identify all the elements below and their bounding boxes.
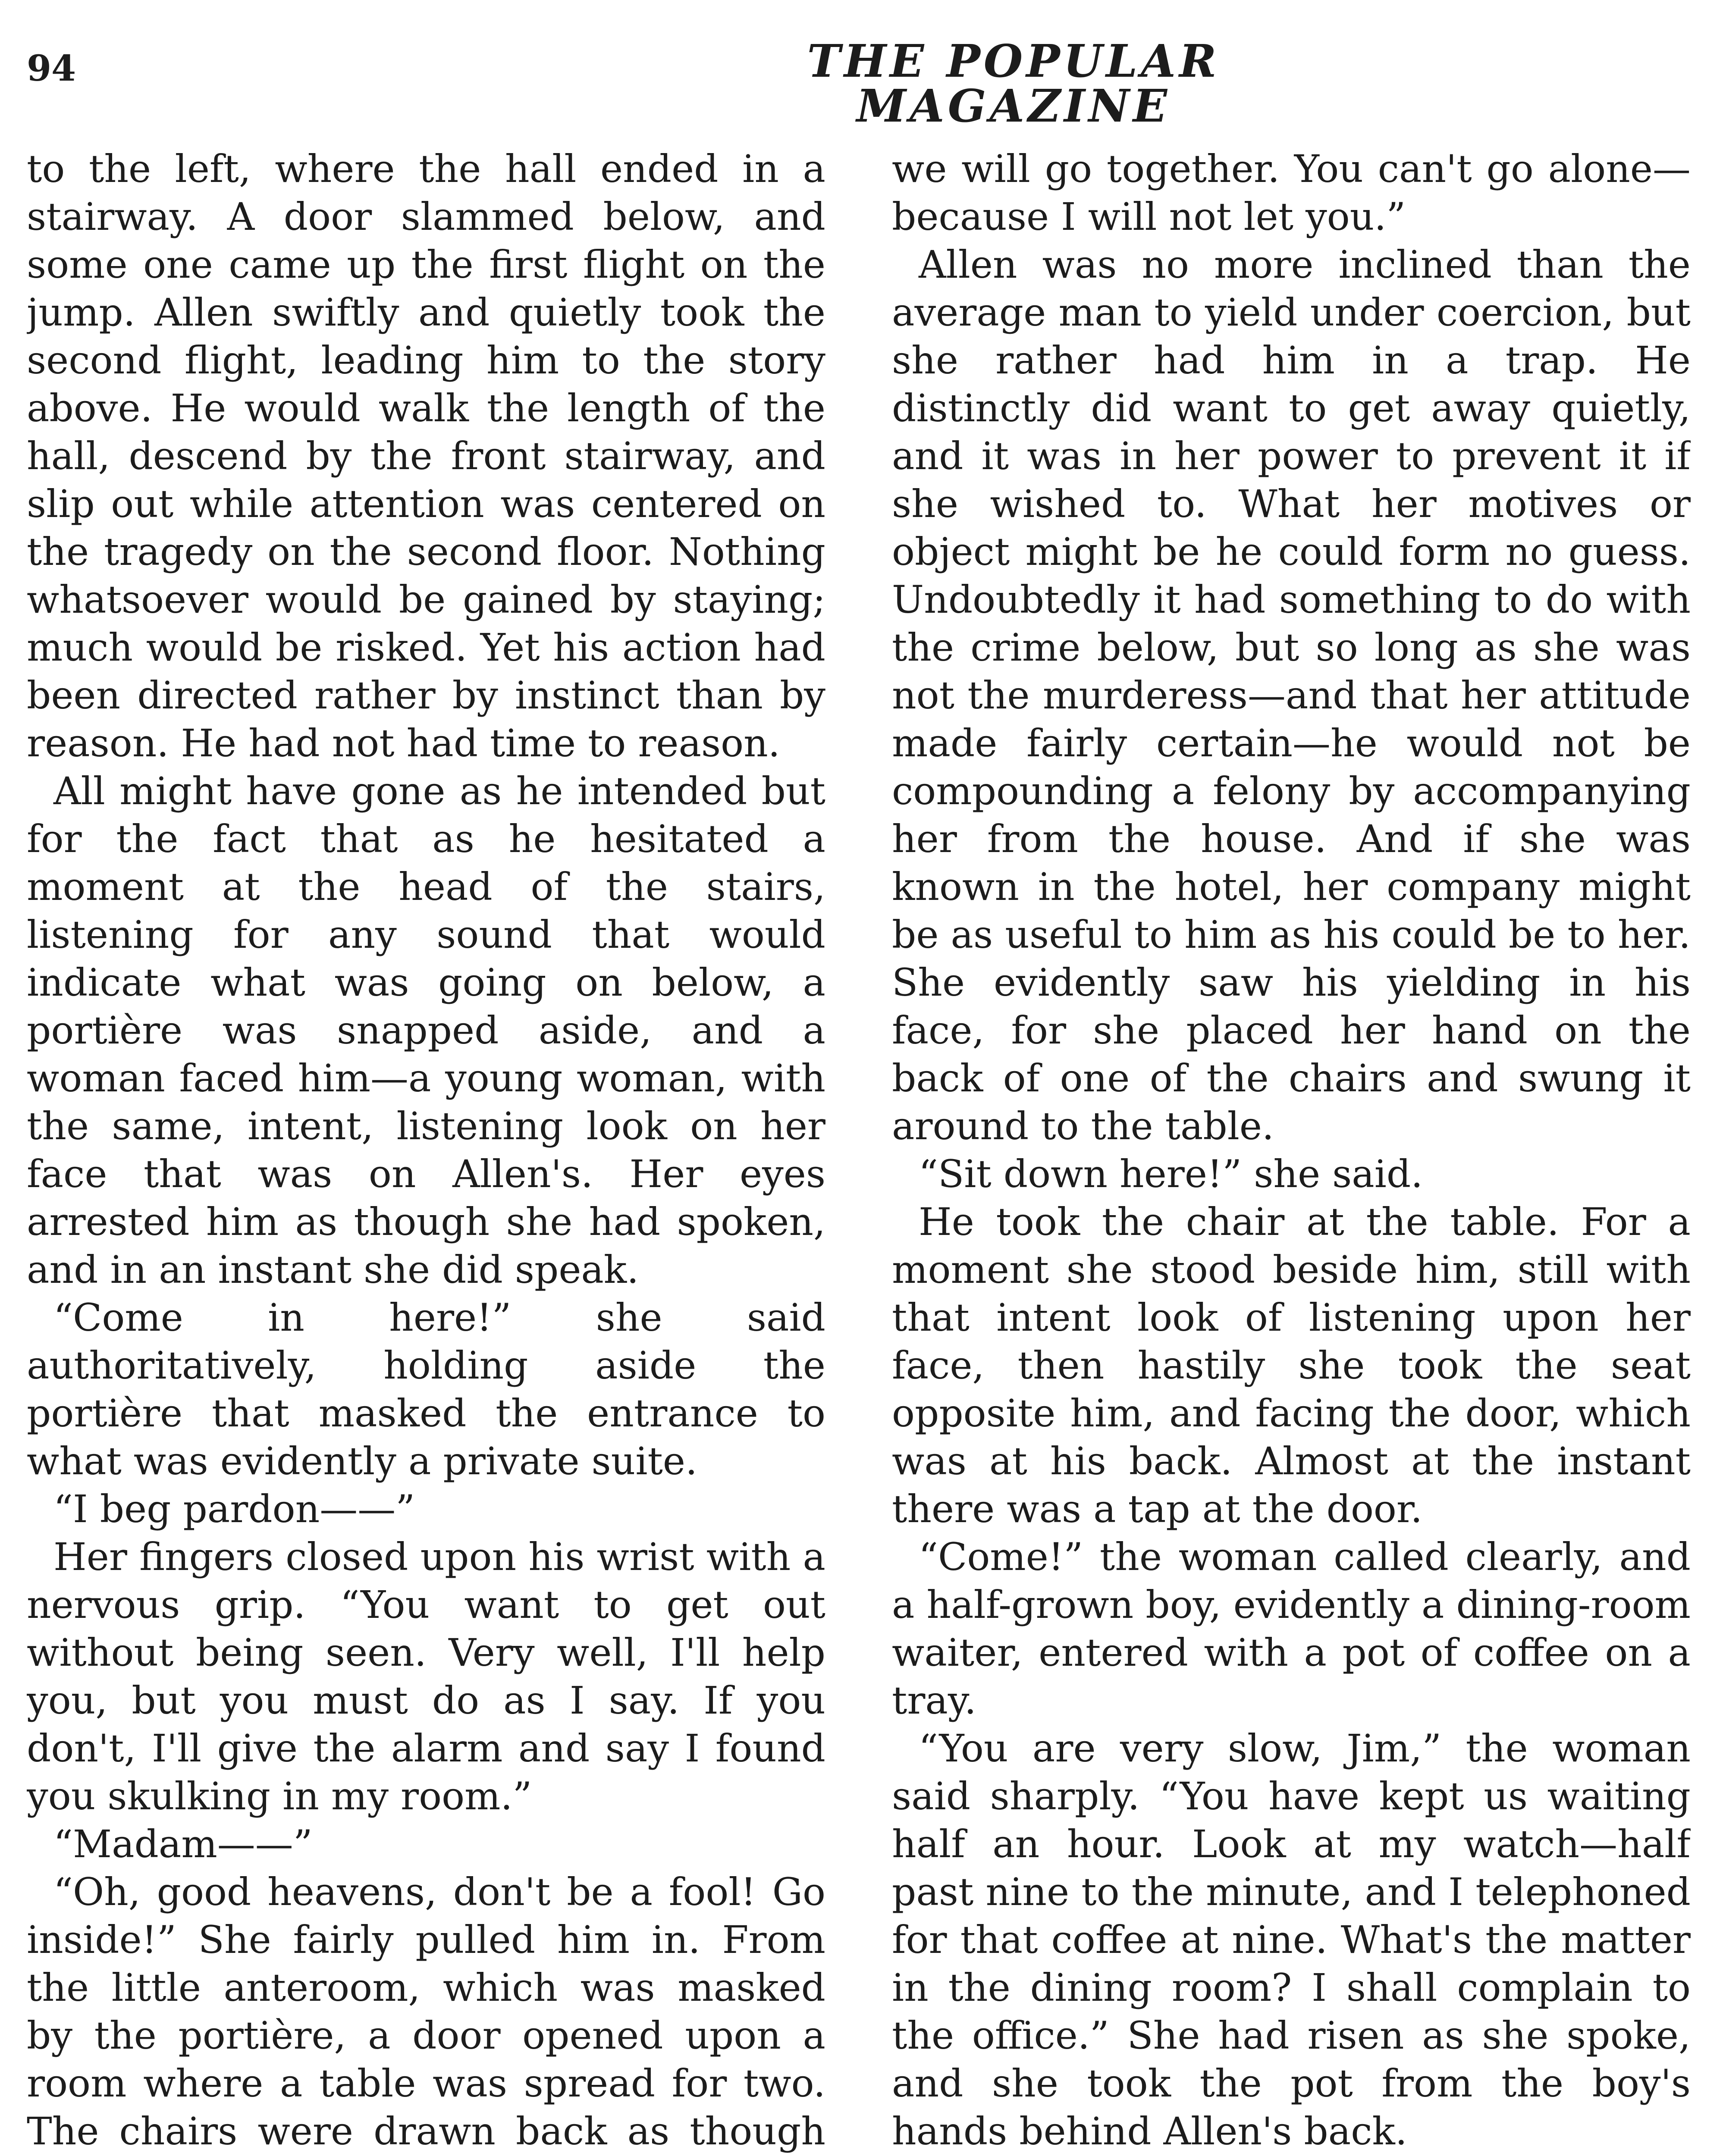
paragraph: “Come!” the woman called clearly, and a half-grown boy, evidently a dining-room waiter, entered with a pot of coffee on a tray. (892, 1535, 1691, 1723)
magazine-title: THE POPULAR MAGAZINE (807, 34, 1220, 132)
paragraph: “Madam——” (53, 1822, 313, 1866)
paragraph: He took the chair at the table. For a moment she stood beside him, still with that intent look of listening upon her face, then hastily she took the seat opposite him, and facing the door, which was at his back. Almost at the instant there was a tap at the door. (892, 1200, 1691, 1531)
paragraph: we will go together. You can't go alone—because I will not let you.” (892, 147, 1691, 239)
paragraph: Allen was no more inclined than the average man to yield under coercion, but she rather had him in a trap. He distinctly did want to get away quietly, and it was in her power to prevent it if she wished to. What her motives or object might be he could form no guess. Undoubtedly it had something to do with the crime below, but so long as she was not the murderess—and that her attitude made fairly certain—he would not be compounding a felony by accompanying her from the house. And if she was known in the hotel, her company might be as useful to him as his could be to her. She evidently saw his yielding in his face, for she placed her hand on the back of one of the chairs and swung it around to the table. (892, 242, 1691, 1148)
paragraph: “Come in here!” she said authoritatively, holding aside the portière that masked the entrance to what was evidently a private suite. (27, 1295, 825, 1483)
paragraph: “Oh, good heavens, don't be a fool! Go inside!” She fairly pulled him in. From the little anteroom, which was masked by the portière, a door opened upon a room where a table was spread for two. The chairs were drawn back as though (27, 1870, 825, 2153)
paragraph: Her fingers closed upon his wrist with a nervous grip. “You want to get out without being seen. Very well, I'll help you, but you must do as I say. If you don't, I'll give the alarm and say I found you skulking in my room.” (27, 1535, 825, 1818)
paragraph: “Sit down here!” she said. (919, 1152, 1423, 1196)
left-column (27, 145, 825, 2156)
paragraph: All might have gone as he intended but for the fact that as he hesitated a moment at the head of the stairs, listening for any sound that would indicate what was going on below, a portière was snapped aside, and a woman faced him—a young woman, with the same, intent, listening look on her face that was on Allen's. Her eyes arrested him as though she had spoken, and in an instant she did speak. (27, 769, 825, 1292)
paragraph: “I beg pardon——” (53, 1487, 415, 1531)
page-number: 94 (27, 48, 76, 89)
right-column (892, 145, 1691, 2156)
page-header (0, 34, 1726, 132)
paragraph: to the left, where the hall ended in a stairway. A door slammed below, and some one came up the first flight on the jump. Allen swiftly and quietly took the second flight, leading him to the story above. He would walk the length of the hall, descend by the front stairway, and slip out while attention was centered on the tragedy on the second floor. Nothing whatsoever would be gained by staying; much would be risked. Yet his action had been directed rather by instinct than by reason. He had not had time to reason. (27, 147, 825, 765)
paragraph: “You are very slow, Jim,” the woman said sharply. “You have kept us waiting half an hour. Look at my watch—half past nine to the minute, and I telephoned for that coffee at nine. What's the matter in the dining room? I shall complain to the office.” She had risen as she spoke, and she took the pot from the boy's hands behind Allen's back. (892, 1726, 1691, 2153)
